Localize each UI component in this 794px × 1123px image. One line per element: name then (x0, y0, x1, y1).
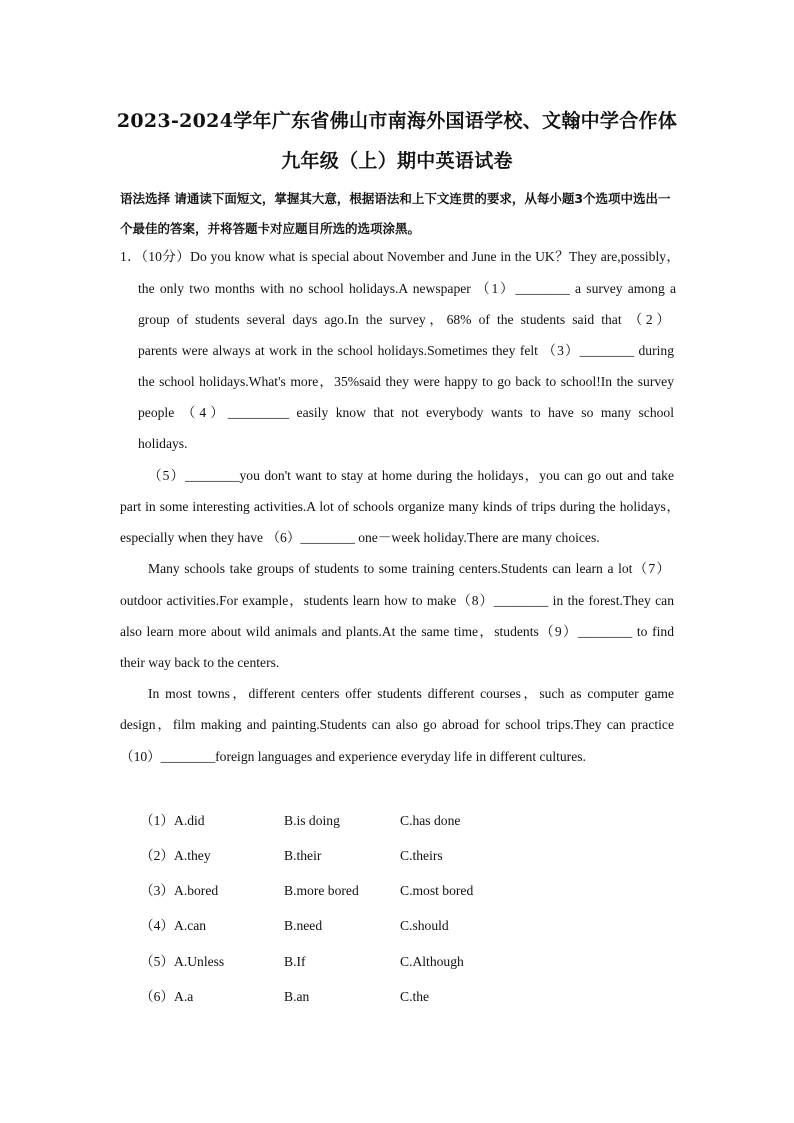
option-b: B.more bored (284, 883, 359, 898)
option-a: A.did (174, 813, 205, 828)
passage-line: group of students several days ago.In the survey，68% of the students said that （2） (138, 312, 670, 327)
option-number: （2） (140, 848, 174, 863)
option-number: （4） (140, 918, 174, 933)
option-a: A.bored (174, 883, 219, 898)
passage-line: outdoor activities.For example，students learn how to make（8）________ in the forest.They can (120, 593, 674, 608)
option-b: B.If (284, 954, 306, 969)
option-a: A.can (174, 918, 207, 933)
passage-line: （10）________foreign languages and experience everyday life in different cultures. (120, 749, 586, 764)
option-c: C.has done (400, 813, 461, 828)
option-number: （5） (140, 954, 174, 969)
option-a: A.a (174, 989, 194, 1004)
passage-line: especially when they have （6）________ one－week holiday.There are many choices. (120, 530, 600, 545)
passage-line: 1．（10分）Do you know what is special about November and June in the UK？They are,possibly， (120, 249, 680, 264)
passage-line: In most towns，different centers offer students different courses，such as computer game (148, 686, 674, 701)
passage-line: their way back to the centers. (120, 655, 280, 670)
passage-line: design，film making and painting.Students can also go abroad for school trips.They can practice (120, 717, 674, 732)
passage-line: part in some interesting activities.A lot of schools organize many kinds of trips during the holidays， (120, 499, 680, 514)
option-c: C.should (400, 918, 449, 933)
option-a: A.they (174, 848, 211, 863)
option-c: C.the (400, 989, 430, 1004)
option-c: C.Although (400, 954, 464, 969)
option-c: C.theirs (400, 848, 443, 863)
exam-title-line-1: 2023-2024学年广东省佛山市南海外国语学校、文翰中学合作体 (116, 110, 678, 132)
passage-line: parents were always at work in the school holidays.Sometimes they felt （3）________ during (138, 343, 674, 358)
option-number: （3） (140, 883, 174, 898)
passage-line: the only two months with no school holidays.A newspaper （1）________ a survey among a (138, 281, 676, 296)
passage-line: Many schools take groups of students to some training centers.Students can learn a lot（7） (148, 561, 670, 576)
passage-line: （5）________you don't want to stay at home during the holidays，you can go out and take (148, 468, 674, 483)
passage-line: the school holidays.What's more，35%said they were happy to go back to school!In the survey (138, 374, 674, 389)
option-c: C.most bored (400, 883, 474, 898)
option-b: B.need (284, 918, 323, 933)
option-b: B.their (284, 848, 322, 863)
exam-title-line-2: 九年级（上）期中英语试卷 (281, 150, 513, 172)
instruction-text: 语法选择 请通读下面短文，掌握其大意，根据语法和上下文连贯的要求，从每小题3个选项中选出一个最佳的答案，并将答题卡对应题目所选的选项涂黑。 (120, 191, 671, 236)
option-number: （1） (140, 813, 174, 828)
passage-line: holidays. (138, 436, 188, 451)
option-a: A.Unless (174, 954, 225, 969)
option-b: B.an (284, 989, 310, 1004)
passage-line: also learn more about wild animals and plants.At the same time，students（9）________ to find (120, 624, 674, 639)
option-b: B.is doing (284, 813, 340, 828)
option-number: （6） (140, 989, 174, 1004)
passage-line: people （4）_________ easily know that not everybody wants to have so many school (138, 405, 674, 420)
